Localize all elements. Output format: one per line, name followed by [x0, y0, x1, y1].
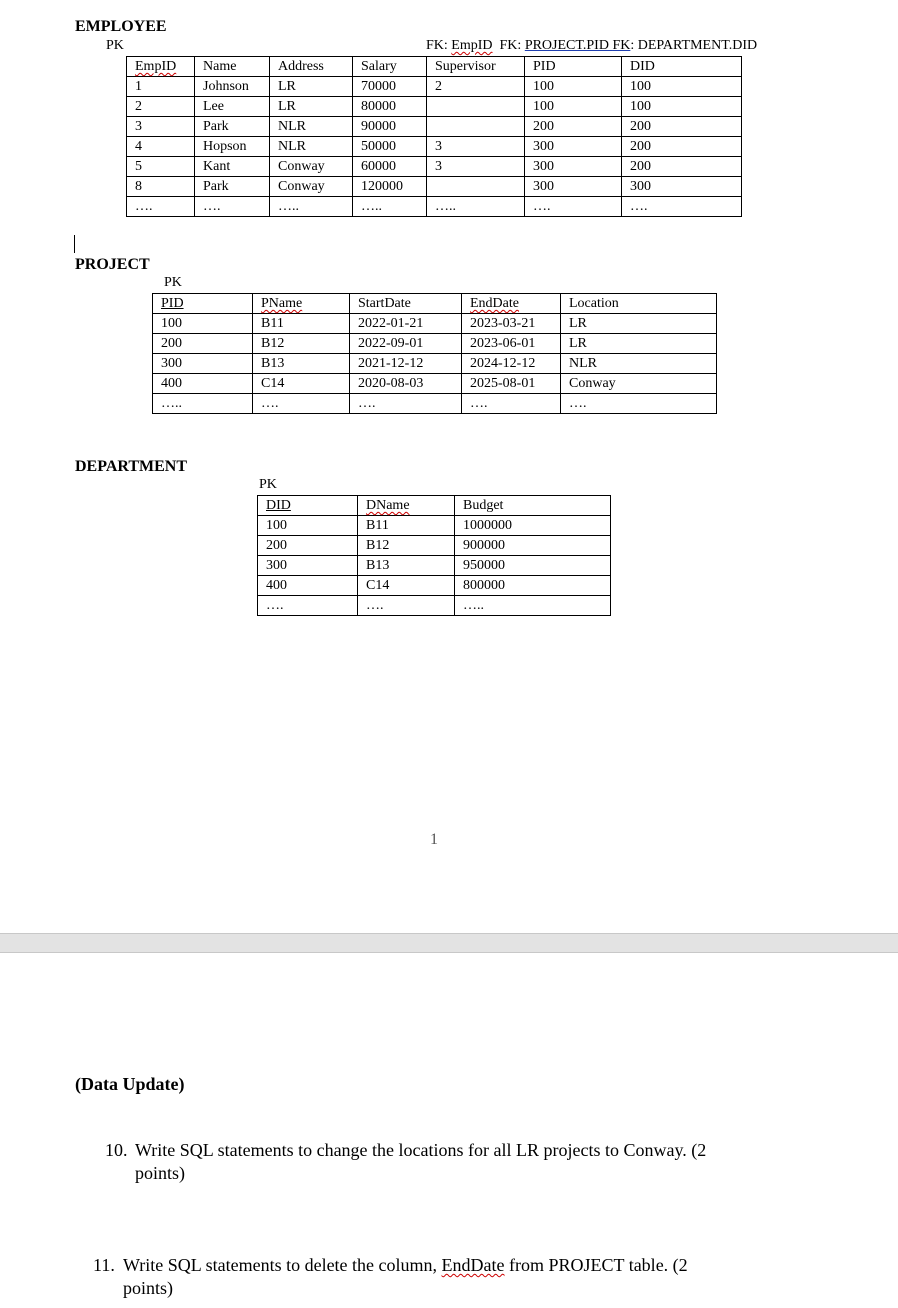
- table-row: [153, 354, 717, 374]
- table-cell: ….: [127, 197, 195, 217]
- question-text: Write SQL statements to change the locations for all LR projects to Conway. (2: [135, 1140, 707, 1160]
- table-cell: 5: [127, 157, 195, 177]
- table-cell: 2023-06-01: [462, 334, 561, 354]
- header-did: DID: [622, 57, 742, 77]
- project-pk-label: PK: [164, 275, 182, 290]
- table-cell: 200: [622, 117, 742, 137]
- table-row: [153, 314, 717, 334]
- table-cell: 300: [258, 556, 358, 576]
- table-cell: 1000000: [455, 516, 611, 536]
- table-cell: ….: [350, 394, 462, 414]
- question-keyword: EndDate: [441, 1255, 505, 1275]
- table-row: [127, 157, 742, 177]
- table-cell: Hopson: [195, 137, 270, 157]
- header-supervisor: Supervisor: [427, 57, 525, 77]
- table-cell: …..: [427, 197, 525, 217]
- table-cell: 2022-09-01: [350, 334, 462, 354]
- table-cell: ….: [253, 394, 350, 414]
- table-cell: 200: [153, 334, 253, 354]
- table-cell: [427, 97, 525, 117]
- table-cell: 50000: [353, 137, 427, 157]
- table-row: [258, 516, 611, 536]
- table-cell: B13: [253, 354, 350, 374]
- table-cell: B11: [358, 516, 455, 536]
- table-row: [127, 97, 742, 117]
- table-cell: B12: [358, 536, 455, 556]
- table-cell: B12: [253, 334, 350, 354]
- header-budget: Budget: [455, 496, 611, 516]
- section-title: (Data Update): [75, 1074, 185, 1094]
- table-cell: 2025-08-01: [462, 374, 561, 394]
- table-cell: 300: [525, 157, 622, 177]
- table-cell: 100: [258, 516, 358, 536]
- header-startdate: StartDate: [350, 294, 462, 314]
- question-text-continued: points): [123, 1278, 174, 1298]
- table-cell: 100: [525, 97, 622, 117]
- table-cell: …..: [270, 197, 353, 217]
- table-cell: ….: [462, 394, 561, 414]
- table-cell: 90000: [353, 117, 427, 137]
- table-cell: ….: [358, 596, 455, 616]
- table-cell: Lee: [195, 97, 270, 117]
- table-ellipsis-row: [258, 596, 611, 616]
- department-table: [257, 495, 611, 616]
- table-cell: NLR: [561, 354, 717, 374]
- department-title: DEPARTMENT: [75, 458, 188, 475]
- table-cell: 2: [427, 77, 525, 97]
- header-dname: DName: [358, 496, 455, 516]
- table-cell: Conway: [270, 157, 353, 177]
- table-cell: LR: [561, 314, 717, 334]
- table-cell: 400: [153, 374, 253, 394]
- question-10: [105, 1139, 805, 1185]
- table-cell: Park: [195, 177, 270, 197]
- table-header-row: [127, 57, 742, 77]
- question-11: [93, 1254, 793, 1300]
- table-cell: 3: [427, 157, 525, 177]
- table-cell: 800000: [455, 576, 611, 596]
- header-empid: EmpID: [127, 57, 195, 77]
- table-cell: ….: [622, 197, 742, 217]
- text-cursor: [74, 235, 75, 253]
- table-cell: 4: [127, 137, 195, 157]
- header-pid: PID: [525, 57, 622, 77]
- table-cell: [427, 177, 525, 197]
- header-enddate: EndDate: [462, 294, 561, 314]
- table-cell: 200: [525, 117, 622, 137]
- employee-pk-label: PK: [106, 38, 124, 53]
- table-header-row: [258, 496, 611, 516]
- table-cell: 100: [622, 77, 742, 97]
- table-cell: 200: [258, 536, 358, 556]
- question-text-continued: points): [135, 1163, 186, 1183]
- table-row: [153, 374, 717, 394]
- table-row: [127, 137, 742, 157]
- table-header-row: [153, 294, 717, 314]
- table-cell: 2022-01-21: [350, 314, 462, 334]
- table-cell: 100: [525, 77, 622, 97]
- header-salary: Salary: [353, 57, 427, 77]
- table-cell: 200: [622, 157, 742, 177]
- header-pid: PID: [153, 294, 253, 314]
- table-cell: 2024-12-12: [462, 354, 561, 374]
- question-number: 10.: [105, 1140, 128, 1160]
- header-pname: PName: [253, 294, 350, 314]
- table-cell: 400: [258, 576, 358, 596]
- table-cell: 300: [525, 177, 622, 197]
- table-cell: NLR: [270, 117, 353, 137]
- table-cell: 300: [525, 137, 622, 157]
- table-cell: Park: [195, 117, 270, 137]
- project-title: PROJECT: [75, 256, 150, 273]
- table-cell: B13: [358, 556, 455, 576]
- table-cell: 2023-03-21: [462, 314, 561, 334]
- table-cell: 300: [153, 354, 253, 374]
- table-cell: 2021-12-12: [350, 354, 462, 374]
- employee-title: EMPLOYEE: [75, 18, 167, 35]
- table-cell: 2020-08-03: [350, 374, 462, 394]
- department-pk-label: PK: [259, 477, 277, 492]
- table-row: [127, 117, 742, 137]
- table-cell: …..: [455, 596, 611, 616]
- table-cell: 120000: [353, 177, 427, 197]
- table-cell: C14: [358, 576, 455, 596]
- header-did: DID: [258, 496, 358, 516]
- table-row: [127, 77, 742, 97]
- table-ellipsis-row: [153, 394, 717, 414]
- table-cell: 100: [622, 97, 742, 117]
- table-cell: B11: [253, 314, 350, 334]
- table-cell: Conway: [270, 177, 353, 197]
- table-cell: LR: [561, 334, 717, 354]
- page-break: [0, 933, 898, 953]
- question-text-end: from PROJECT table. (2: [504, 1255, 688, 1275]
- table-cell: LR: [270, 97, 353, 117]
- employee-table: [126, 56, 742, 217]
- table-cell: 900000: [455, 536, 611, 556]
- table-cell: 100: [153, 314, 253, 334]
- table-cell: [427, 117, 525, 137]
- table-cell: LR: [270, 77, 353, 97]
- table-cell: …..: [353, 197, 427, 217]
- header-address: Address: [270, 57, 353, 77]
- table-cell: 3: [427, 137, 525, 157]
- table-row: [258, 576, 611, 596]
- page-number: 1: [430, 831, 438, 848]
- table-row: [153, 334, 717, 354]
- table-cell: 70000: [353, 77, 427, 97]
- header-location: Location: [561, 294, 717, 314]
- table-row: [127, 177, 742, 197]
- table-cell: 80000: [353, 97, 427, 117]
- table-cell: ….: [525, 197, 622, 217]
- table-ellipsis-row: [127, 197, 742, 217]
- table-row: [258, 536, 611, 556]
- table-cell: 1: [127, 77, 195, 97]
- table-cell: ….: [561, 394, 717, 414]
- table-cell: NLR: [270, 137, 353, 157]
- table-cell: 2: [127, 97, 195, 117]
- table-cell: Conway: [561, 374, 717, 394]
- table-cell: C14: [253, 374, 350, 394]
- table-cell: 60000: [353, 157, 427, 177]
- header-name: Name: [195, 57, 270, 77]
- table-cell: …..: [153, 394, 253, 414]
- table-cell: 8: [127, 177, 195, 197]
- employee-fk-labels: FK: EmpID FK: PROJECT.PID FK: DEPARTMENT.DID: [426, 38, 758, 53]
- question-text: Write SQL statements to delete the column,: [123, 1255, 442, 1275]
- table-cell: ….: [195, 197, 270, 217]
- table-cell: 3: [127, 117, 195, 137]
- table-cell: Kant: [195, 157, 270, 177]
- table-cell: Johnson: [195, 77, 270, 97]
- table-cell: 200: [622, 137, 742, 157]
- table-cell: ….: [258, 596, 358, 616]
- question-number: 11.: [93, 1255, 115, 1275]
- table-cell: 950000: [455, 556, 611, 576]
- project-table: [152, 293, 717, 414]
- table-cell: 300: [622, 177, 742, 197]
- table-row: [258, 556, 611, 576]
